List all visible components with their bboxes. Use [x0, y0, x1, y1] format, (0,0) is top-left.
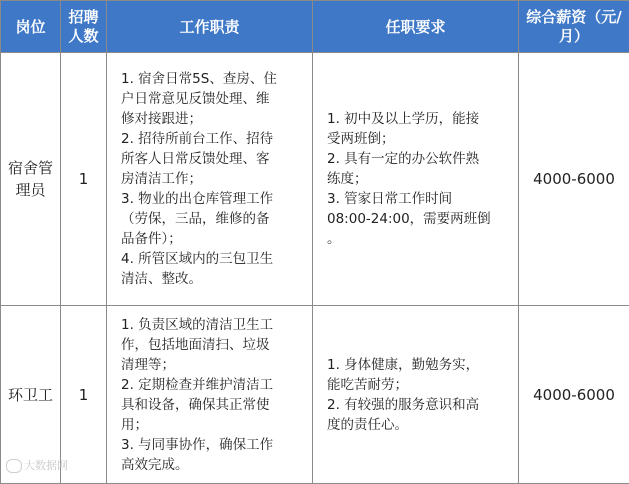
header-headcount-line: 招聘: [68, 8, 98, 26]
text-line: 3. 与同事协作，确保工作: [121, 435, 304, 455]
text-line: 3. 管家日常工作时间: [327, 189, 510, 209]
text-line: 清理等；: [121, 355, 304, 375]
header-salary-line: 综合薪资: [526, 8, 586, 26]
text-line: 具和设备，确保其正常使: [121, 395, 304, 415]
row-1-salary: 4000-6000: [519, 306, 629, 484]
header-headcount-line: 人数: [68, 27, 98, 45]
text-line: 能吃苦耐劳；: [327, 375, 510, 395]
text-line: 品备件）；: [121, 229, 304, 249]
row-0-position-line: 宿舍管: [8, 159, 53, 177]
text-line: 修对接跟进；: [121, 109, 304, 129]
text-line: 3. 物业的出仓库管理工作: [121, 189, 304, 209]
header-headcount: [61, 1, 107, 53]
header-salary: [519, 1, 629, 53]
header-position: [1, 1, 61, 53]
table-row: [1, 306, 629, 484]
row-0-position-line: 理员: [15, 181, 45, 199]
text-line: 度的责任心。: [327, 415, 510, 435]
row-0-duties: [107, 53, 313, 306]
row-0-salary: 4000-6000: [519, 53, 629, 306]
text-line: 清洁、整改。: [121, 269, 304, 289]
text-line: 作，包括地面清扫、垃圾: [121, 335, 304, 355]
text-line: 2. 有较强的服务意识和高: [327, 395, 510, 415]
watermark-text: 大数据网: [24, 459, 68, 472]
row-1-duties: [107, 306, 313, 484]
text-line: 1. 身体健康，勤勉务实，: [327, 355, 510, 375]
header-requirements: 任职要求: [313, 1, 519, 53]
text-line: 2. 具有一定的办公软件熟: [327, 149, 510, 169]
text-line: 用；: [121, 415, 304, 435]
text-line: 。: [327, 229, 510, 249]
text-line: 高效完成。: [121, 455, 304, 475]
table-header-row: [1, 1, 629, 53]
text-line: 1. 负责区域的清洁卫生工: [121, 315, 304, 335]
text-line: 房清洁工作；: [121, 169, 304, 189]
row-0-position: [1, 53, 61, 306]
table-row: [1, 53, 629, 306]
text-line: 所客人日常反馈处理、客: [121, 149, 304, 169]
row-1-requirements: [313, 306, 519, 484]
text-line: 受两班倒；: [327, 129, 510, 149]
watermark: [6, 457, 68, 473]
header-position-line: 岗位: [15, 18, 45, 36]
watermark-icon: [6, 459, 22, 473]
header-duties: 工作职责: [107, 1, 313, 53]
text-line: 1. 宿舍日常5S、查房、住: [121, 69, 304, 89]
text-line: 4. 所管区域内的三包卫生: [121, 249, 304, 269]
text-line: 2. 定期检查并维护清洁工: [121, 375, 304, 395]
text-line: 2. 招待所前台工作、招待: [121, 129, 304, 149]
header-salary-line: （元/月）: [559, 8, 622, 45]
row-0-requirements: [313, 53, 519, 306]
row-0-headcount: 1: [61, 53, 107, 306]
text-line: 1. 初中及以上学历，能接: [327, 109, 510, 129]
text-line: 08:00-24:00，需要两班倒: [327, 209, 510, 229]
row-1-headcount: 1: [61, 306, 107, 484]
text-line: 户日常意见反馈处理、维: [121, 89, 304, 109]
text-line: （劳保，三品，维修的备: [121, 209, 304, 229]
row-1-position-line: 环卫工: [8, 386, 53, 404]
text-line: 练度；: [327, 169, 510, 189]
